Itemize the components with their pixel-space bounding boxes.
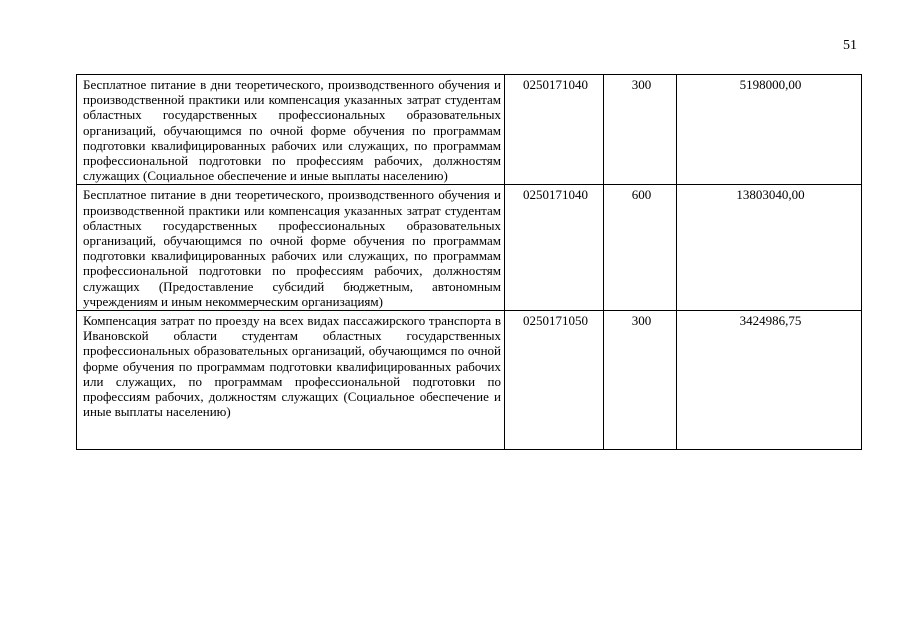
row-amount: 13803040,00 [677,185,862,311]
table-row [77,185,862,311]
row-description: Бесплатное питание в дни теоретического, производственного обучения и производственной практики или компенсация указанных затрат студентам областных государственных профессиональных образовательных организаций, обучающимся по очной форме обучения по программам подготовки квалифицированных рабочих или служащих, по программам профессиональной подготовки по профессиям рабочих, должностям служащих (Социальное обеспечение и иные выплаты населению) [77,75,505,185]
page-number: 51 [843,38,857,53]
row-description: Компенсация затрат по проезду на всех видах пассажирского транспорта в Ивановской области студентам областных государственных профессиональных образовательных организаций, обучающимся по очной форме обучения по программам подготовки квалифицированных рабочих или служащих, по программам профессиональной подготовки по профессиям рабочих, должностям служащих (Социальное обеспечение и иные выплаты населению) [77,311,505,450]
row-target-code: 0250171050 [505,311,604,450]
table-row [77,311,862,450]
row-expense-type: 300 [604,75,677,185]
budget-table [76,74,862,450]
row-target-code: 0250171040 [505,75,604,185]
row-description: Бесплатное питание в дни теоретического, производственного обучения и производственной практики или компенсация указанных затрат студентам областных государственных профессиональных образовательных организаций, обучающимся по очной форме обучения по программам подготовки квалифицированных рабочих или служащих, по программам профессиональной подготовки по профессиям рабочих, должностям служащих (Предоставление субсидий бюджетным, автономным учреждениям и иным некоммерческим организациям) [77,185,505,311]
row-amount: 3424986,75 [677,311,862,450]
row-expense-type: 600 [604,185,677,311]
row-expense-type: 300 [604,311,677,450]
table-row [77,75,862,185]
row-target-code: 0250171040 [505,185,604,311]
row-amount: 5198000,00 [677,75,862,185]
